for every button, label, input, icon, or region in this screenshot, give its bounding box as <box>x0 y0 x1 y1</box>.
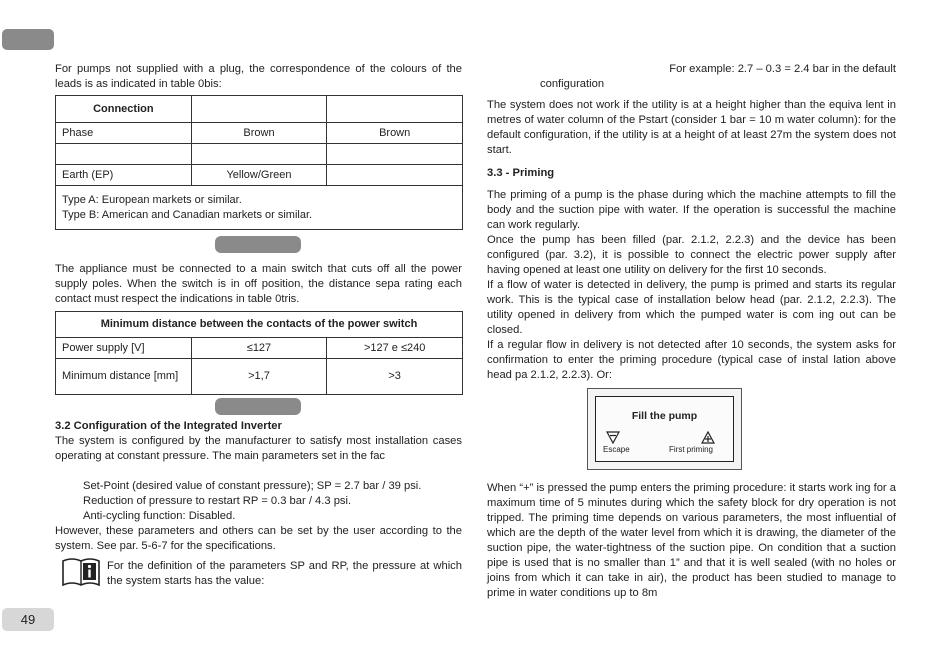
manual-info-icon <box>61 557 101 589</box>
table-header-cell <box>191 96 327 123</box>
table-cell: Earth (EP) <box>56 165 192 186</box>
switch-paragraph: The appliance must be connected to a main switch that cuts off all the power supply poles. When the switch is in off position, the distance sepa rating each contact must respect the indications in table 0tris. <box>55 263 462 305</box>
priming-paragraph: If a regular flow in delivery is not detected after 10 seconds, the system asks for confirmation to enter the priming procedure (typical case of instal lation above head pa 2.1.2, 2.2.3). Or: <box>487 339 896 381</box>
however-paragraph: However, these parameters and others can be set by the user according to the system. See par. 5-6-7 for the specifications. <box>55 525 462 552</box>
table-cell: Brown <box>327 123 463 144</box>
priming-title: 3.3 - Priming <box>487 167 555 179</box>
priming-paragraph: Once the pump has been filled (par. 2.1.2, 2.2.3) and the device has been configured (par. 3.2), it is possible to connect the electric power supply after having opened at least one utility on delivery for the first 10 seconds. <box>487 234 896 276</box>
table-cell: ≤127 <box>191 338 327 359</box>
height-paragraph: The system does not work if the utility is at a height higher than the equiva lent in metres of water column of the Pstart (consider 1 bar = 10 m water column): for the default configuration, if the utility is at a height of at least 27m the system does not start. <box>487 99 896 156</box>
table-cell <box>56 144 192 165</box>
table-header-cell: Connection <box>56 96 192 123</box>
final-paragraph: When “+” is pressed the pump enters the priming procedure: it starts work ing for a maximum time of 5 minutes during which the safety block for dry operation is not tripped. The priming time depends on various parameters, the most influential of which are the depth of the water level from which it is drawing, the diameter of the suction pipe, the water-tightness of the suction pipe. On condition that a suction pipe is used that is no smaller than 1” and that it is well sealed (with no holes or joins from which it can take in air), the product has been studied to manage to prime in water conditions up to 8m <box>487 482 896 599</box>
table-header-cell <box>327 96 463 123</box>
example-line: For example: 2.7 – 0.3 = 2.4 bar in the default <box>669 63 896 75</box>
display-title: Fill the pump <box>631 410 698 422</box>
table-cell: Minimum distance [mm] <box>56 359 192 395</box>
display-panel <box>595 396 734 462</box>
table-footnote <box>56 186 463 230</box>
example-line-cont: configuration <box>540 78 605 90</box>
switch-distance-table <box>55 311 463 395</box>
table-cell <box>191 144 327 165</box>
note-text: For the definition of the parameters SP and RP, the pressure at which the system starts has the value: <box>107 560 462 587</box>
priming-paragraph: If a flow of water is detected in delivery, the pump is primed and starts its regular work. This is the typical case of installation below head (par. 2.1.2, 2.2.3). The utility opened in delivery from which the pumped water is com ing out can be closed. <box>487 279 896 336</box>
lead-colours-table <box>55 95 463 230</box>
plus-up-icon <box>701 431 715 444</box>
table-cell: Yellow/Green <box>191 165 327 186</box>
list-item: Set-Point (desired value of constant pressure); SP = 2.7 bar / 39 psi. <box>83 480 422 492</box>
table-title: Minimum distance between the contacts of the power switch <box>56 312 463 338</box>
list-item: Reduction of pressure to restart RP = 0.3 bar / 4.3 psi. <box>83 495 352 507</box>
table-label-tab <box>215 398 301 415</box>
table-label-tab <box>215 236 301 253</box>
header-tab <box>2 29 54 50</box>
list-item: Anti-cycling function: Disabled. <box>83 510 236 522</box>
table-cell: Brown <box>191 123 327 144</box>
section-paragraph: The system is configured by the manufacturer to satisfy most installation cases operating at constant pressure. The main parameters set in the fac <box>55 435 462 462</box>
table-row <box>56 359 463 395</box>
table-cell: Phase <box>56 123 192 144</box>
footnote-type-a: Type A: European markets or similar. <box>62 193 242 206</box>
priming-text <box>487 188 896 383</box>
footnote-type-b: Type B: American and Canadian markets or similar. <box>62 208 313 221</box>
escape-label: Escape <box>603 445 630 454</box>
intro-paragraph: For pumps not supplied with a plug, the correspondence of the colours of the leads is as indicated in table 0bis: <box>55 63 462 90</box>
table-cell: >127 e ≤240 <box>327 338 463 359</box>
default-settings-list <box>83 479 463 524</box>
minus-down-icon <box>606 431 620 444</box>
table-row <box>56 144 463 165</box>
first-priming-label: First priming <box>669 445 714 454</box>
table-row <box>56 123 463 144</box>
table-cell: >3 <box>327 359 463 395</box>
table-row <box>56 338 463 359</box>
table-row <box>56 165 463 186</box>
table-cell <box>327 144 463 165</box>
display-screen <box>587 388 742 470</box>
table-cell: Power supply [V] <box>56 338 192 359</box>
table-cell: >1,7 <box>191 359 327 395</box>
section-title: 3.2 Configuration of the Integrated Inverter <box>55 420 282 432</box>
table-cell <box>327 165 463 186</box>
priming-paragraph: The priming of a pump is the phase during which the machine attempts to fill the body and the suction pipe with water. If the operation is successful the machine can work regularly. <box>487 189 896 231</box>
page-number: 49 <box>2 608 54 631</box>
